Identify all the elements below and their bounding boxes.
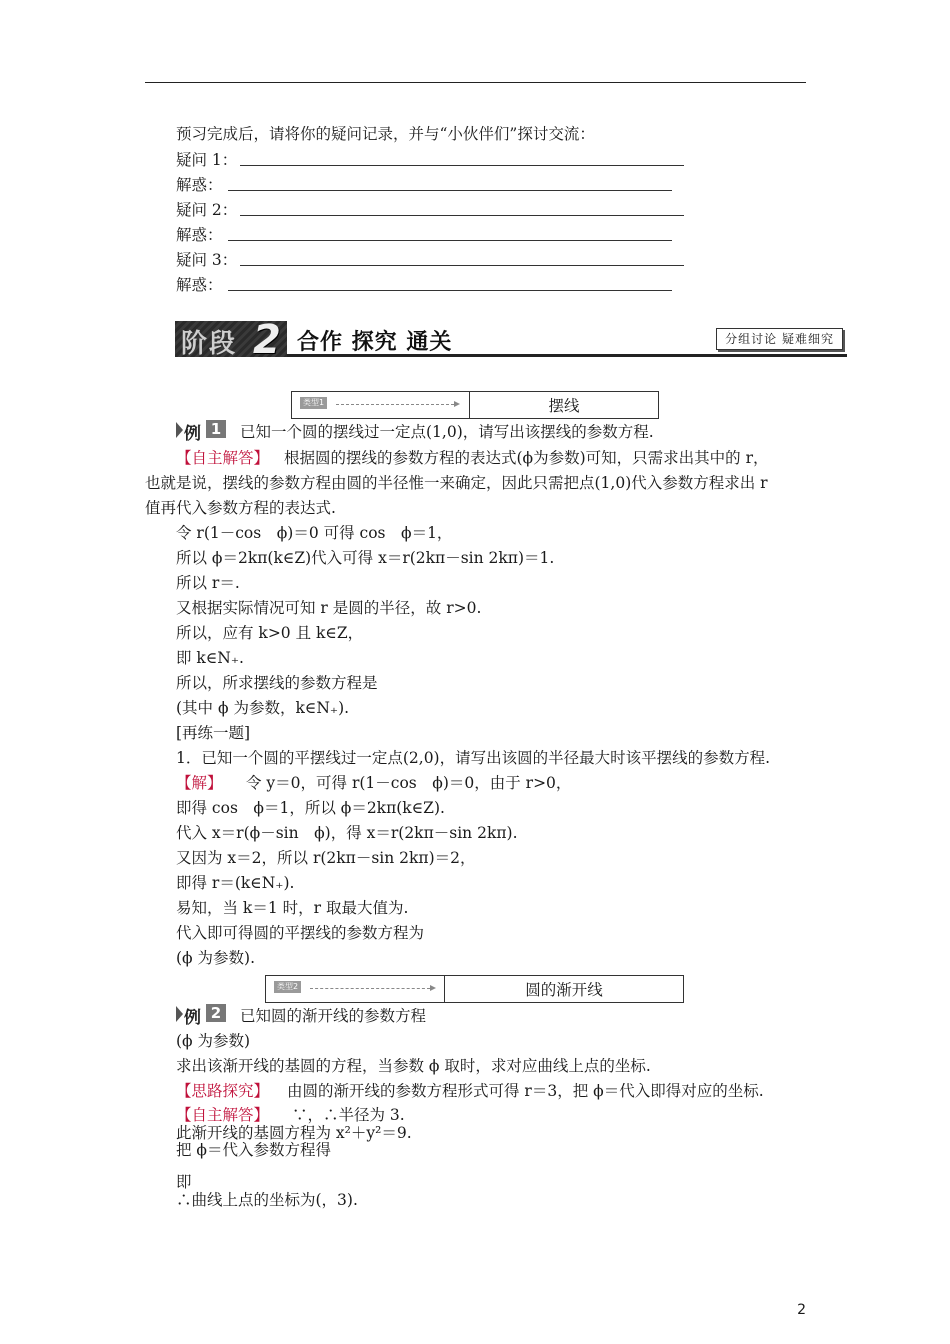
example-2-answer-4: 即: [176, 1173, 192, 1191]
type-1-left-cell: [292, 392, 470, 418]
practice-step-4: 又因为 x＝2，所以 r(2kπ－sin 2kπ)＝2，: [176, 849, 476, 867]
example-1-question: 已知一个圆的摆线过一定点(1,0)，请写出该摆线的参数方程.: [240, 423, 654, 441]
type-2-left-cell: [266, 976, 445, 1002]
example-1-step-8: (其中 ϕ 为参数，k∈N₊).: [176, 699, 350, 717]
stage-word: 阶段: [181, 329, 238, 359]
practice-step-7: 代入即可得圆的平摆线的参数方程为: [176, 924, 425, 942]
stage-banner-rule: [287, 354, 847, 357]
answer-3-label: 解惑：: [176, 276, 223, 294]
type-2-box: [265, 975, 684, 1003]
question-3-blank[interactable]: [240, 265, 684, 266]
example-2-badge: [176, 1004, 230, 1028]
stage-tag: 分组讨论 疑难细究: [716, 328, 843, 350]
type-2-label: 圆的渐开线: [525, 981, 603, 999]
header-rule: [145, 82, 806, 83]
type-1-badge: 类型1: [300, 397, 327, 409]
practice-step-1: 令 y＝0，可得 r(1－cos ϕ)＝0，由于 r>0，: [246, 774, 572, 792]
example-1-step-3: 所以 r＝.: [176, 574, 240, 592]
example-2-answer-2: 此渐开线的基圆方程为 x²＋y²＝9.: [176, 1124, 412, 1142]
example-number: 1: [206, 420, 226, 438]
question-2-label: 疑问 2：: [176, 201, 238, 219]
stage-banner: [175, 317, 847, 363]
type-1-box: [291, 391, 659, 419]
example-2-question-task: 求出该渐开线的基圆的方程，当参数 ϕ 取时，求对应曲线上点的坐标.: [176, 1057, 651, 1075]
example-1-step-6: 即 k∈N₊.: [176, 649, 244, 667]
example-2-question: 已知圆的渐开线的参数方程: [240, 1007, 427, 1025]
page-number: 2: [797, 1302, 806, 1318]
example-1-answer-line-1: 根据圆的摆线的参数方程的表达式(ϕ为参数)可知，只需求出其中的 r，: [284, 449, 769, 467]
example-1-step-1: 令 r(1－cos ϕ)＝0 可得 cos ϕ＝1，: [176, 524, 453, 542]
practice-question: 1．已知一个圆的平摆线过一定点(2,0)，请写出该圆的半径最大时该平摆线的参数方程.: [176, 749, 771, 767]
question-1-blank[interactable]: [240, 165, 684, 166]
type-2-badge: 类型2: [274, 981, 301, 993]
practice-step-8: (ϕ 为参数).: [176, 949, 256, 967]
example-2-answer-3: 把 ϕ＝代入参数方程得: [176, 1141, 331, 1159]
example-1-step-5: 所以，应有 k>0 且 k∈Z，: [176, 624, 364, 642]
example-1-step-7: 所以，所求摆线的参数方程是: [176, 674, 378, 692]
stage-title: 合作 探究 通关: [297, 329, 453, 355]
answer-1-blank[interactable]: [228, 190, 672, 191]
example-2-answer-1: ∵，∴半径为 3.: [292, 1106, 405, 1124]
example-2-answer-tag: 【自主解答】: [176, 1106, 270, 1124]
practice-step-3: 代入 x＝r(ϕ－sin ϕ)，得 x＝r(2kπ－sin 2kπ).: [176, 824, 518, 842]
stage-number: 2: [253, 317, 281, 363]
example-1-answer-line-3: 值再代入参数方程的表达式.: [145, 499, 336, 517]
example-word: 例: [184, 424, 201, 444]
example-1-step-4: 又根据实际情况可知 r 是圆的半径，故 r>0.: [176, 599, 482, 617]
example-word: 例: [184, 1008, 201, 1028]
practice-solution-tag: 【解】: [176, 774, 223, 792]
practice-step-2: 即得 cos ϕ＝1，所以 ϕ＝2kπ(k∈Z).: [176, 799, 445, 817]
practice-heading: [再练一题]: [176, 724, 251, 742]
question-3-label: 疑问 3：: [176, 251, 238, 269]
question-1-label: 疑问 1：: [176, 151, 238, 169]
preview-intro: 预习完成后，请将你的疑问记录，并与“小伙伴们”探讨交流：: [176, 125, 595, 143]
triangle-icon: [176, 1006, 183, 1022]
example-number: 2: [206, 1004, 226, 1022]
triangle-icon: [176, 422, 183, 438]
answer-2-blank[interactable]: [228, 240, 672, 241]
answer-1-label: 解惑：: [176, 176, 223, 194]
example-1-step-2: 所以 ϕ＝2kπ(k∈Z)代入可得 x＝r(2kπ－sin 2kπ)＝1.: [176, 549, 555, 567]
answer-3-blank[interactable]: [228, 290, 672, 291]
example-2-answer-5: ∴曲线上点的坐标为(，3).: [176, 1191, 358, 1209]
example-1-badge: [176, 420, 230, 444]
arrow-right-icon: [336, 404, 454, 405]
question-2-blank[interactable]: [240, 215, 684, 216]
example-1-answer-line-2: 也就是说，摆线的参数方程由圆的半径惟一来确定，因此只需把点(1,0)代入参数方程求出 r: [145, 474, 768, 492]
practice-step-5: 即得 r＝(k∈N₊).: [176, 874, 295, 892]
practice-step-6: 易知，当 k＝1 时，r 取最大值为.: [176, 899, 409, 917]
answer-2-label: 解惑：: [176, 226, 223, 244]
example-2-question-param: (ϕ 为参数): [176, 1032, 251, 1050]
example-2-think: 由圆的渐开线的参数方程形式可得 r＝3，把 ϕ＝代入即得对应的坐标.: [287, 1082, 764, 1100]
example-1-answer-tag: 【自主解答】: [176, 449, 270, 467]
arrow-right-icon: [310, 988, 430, 989]
example-2-think-tag: 【思路探究】: [176, 1082, 270, 1100]
type-1-label: 摆线: [548, 397, 580, 415]
